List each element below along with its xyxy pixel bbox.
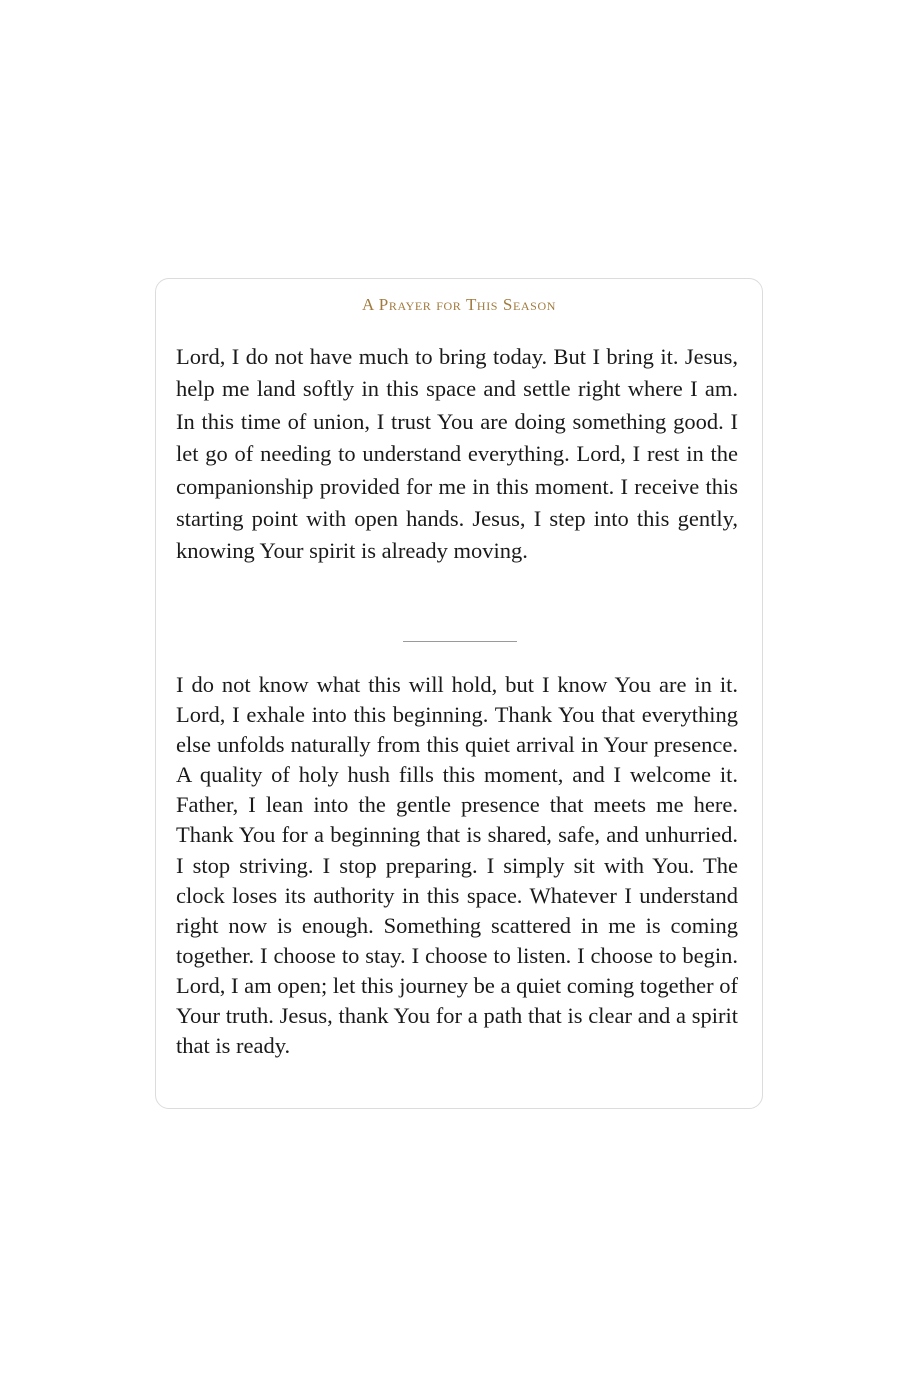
prayer-title: A Prayer for This Season (362, 295, 556, 314)
prayer-paragraph-1: Lord, I do not have much to bring today. But I bring it. Jesus, help me land softly in this space and settle right where I am. In this time of union, I trust You are doing something good. I let go of needing to understand everything. Lord, I rest in the companionship provided for me in this moment. I receive this starting point with open hands. Jesus, I step into this gently, knowing Your spirit is already moving. (176, 344, 738, 564)
section-divider (403, 641, 517, 642)
prayer-card (155, 278, 763, 1109)
prayer-paragraph-2: I do not know what this will hold, but I know You are in it. Lord, I exhale into this beginning. Thank You that everything else unfolds naturally from this quiet arrival in Your presence. A quality of holy hush fills this moment, and I welcome it. Father, I lean into the gentle presence that meets me here. Thank You for a beginning that is shared, safe, and unhurried. I stop striving. I stop preparing. I simply sit with You. The clock loses its authority in this space. Whatever I understand right now is enough. Something scattered in me is coming together. I choose to stay. I choose to listen. I choose to begin. Lord, I am open; let this journey be a quiet coming together of Your truth. Jesus, thank You for a path that is clear and a spirit that is ready. (176, 672, 738, 1059)
